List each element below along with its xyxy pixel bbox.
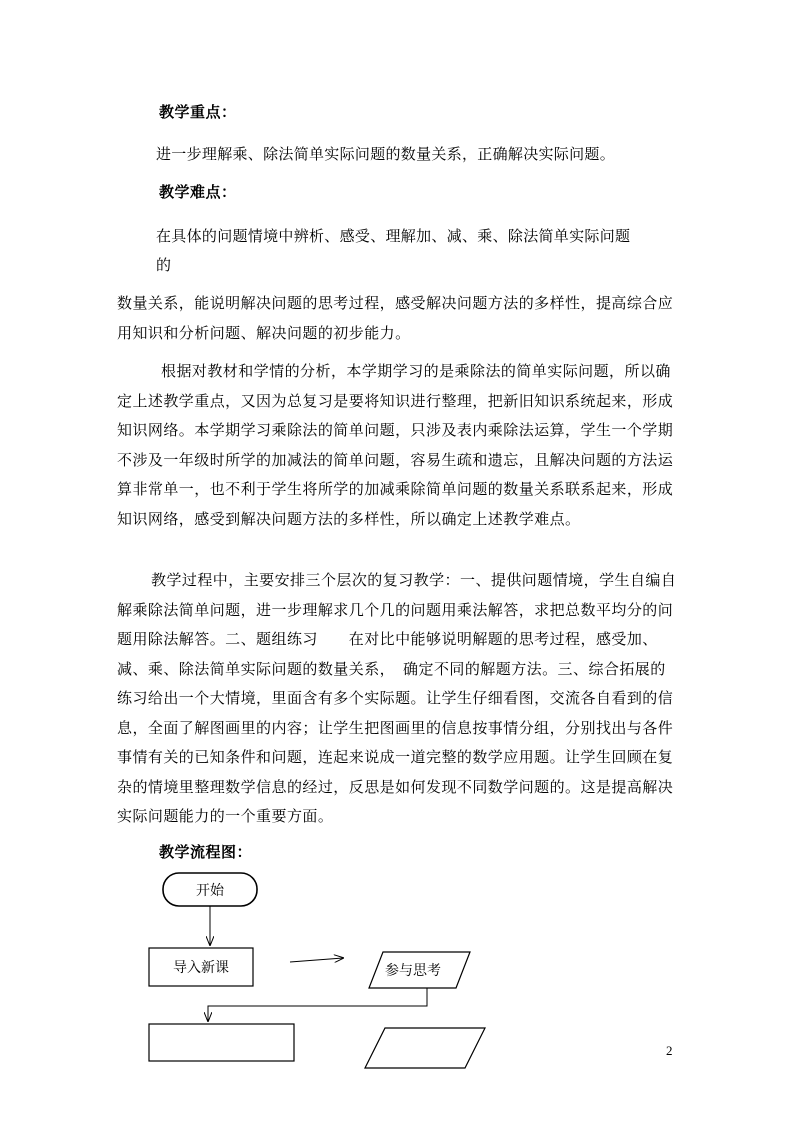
difficulties-line-1: 在具体的问题情境中辨析、感受、理解加、减、乘、除法简单实际问题 <box>156 227 631 245</box>
key-points-heading: 教学重点： <box>159 103 237 121</box>
flowchart-heading: 教学流程图： <box>159 843 253 861</box>
difficulties-line-2: 的 <box>156 256 172 274</box>
think-label: 参与思考 <box>385 963 441 979</box>
arrow-intro-to-think <box>290 958 343 962</box>
intro-label: 导入新课 <box>173 960 229 976</box>
key-points-text: 进一步理解乘、除法简单实际问题的数量关系，正确解决实际问题。 <box>156 145 616 163</box>
arrow-think-to-next <box>208 988 427 1021</box>
start-label: 开始 <box>196 883 224 899</box>
page-number: 2 <box>666 1043 673 1058</box>
process-paragraph: 教学过程中，主要安排三个层次的复习教学：一、提供问题情境，学生自编自解乘除法简单问题，进一步理解求几个几的问题用乘法解答，求把总数平均分的问题用除法解答。二、题组练习 在对比中能够说明解题的思考过程，感受加、减、乘、除法简单实际问题的数量关系， 确定不同的解题方法。三、综合拓展的练习给出一个大情境，里面含有多个实际题。让学生仔细看图，交流各自看到的信息，全面了解图画里的内容；让学生把图画里的信息按事情分组，分别找出与各件事情有关的已知条件和问题，连起来说成一道完整的数学应用题。让学生回顾在复杂的情境里整理数学信息的经过，反思是如何发现不同数学问题的。这是提高解决实际问题能力的一个重要方面。 <box>117 571 677 825</box>
difficulties-heading: 教学难点： <box>159 183 237 201</box>
second-parallelogram <box>365 1028 485 1068</box>
analysis-paragraph: 根据对教材和学情的分析，本学期学习的是乘除法的简单实际问题，所以确定上述教学重点，又因为总复习是要将知识进行整理，把新旧知识系统起来，形成知识网络。本学期学习乘除法的简单问题，只涉及表内乘除法运算，学生一个学期不涉及一年级时所学的加减法的简单问题，容易生疏和遗忘，且解决问题的方法运算非常单一，也不利于学生将所学的加减乘除简单问题的数量关系联系起来，形成知识网络，感受到解决问题方法的多样性，所以确定上述教学难点。 <box>117 362 674 528</box>
difficulties-text: 数量关系，能说明解决问题的思考过程，感受解决问题方法的多样性，提高综合应用知识和分析问题、解决问题的初步能力。 <box>117 294 674 342</box>
next-process-box <box>149 1024 294 1061</box>
